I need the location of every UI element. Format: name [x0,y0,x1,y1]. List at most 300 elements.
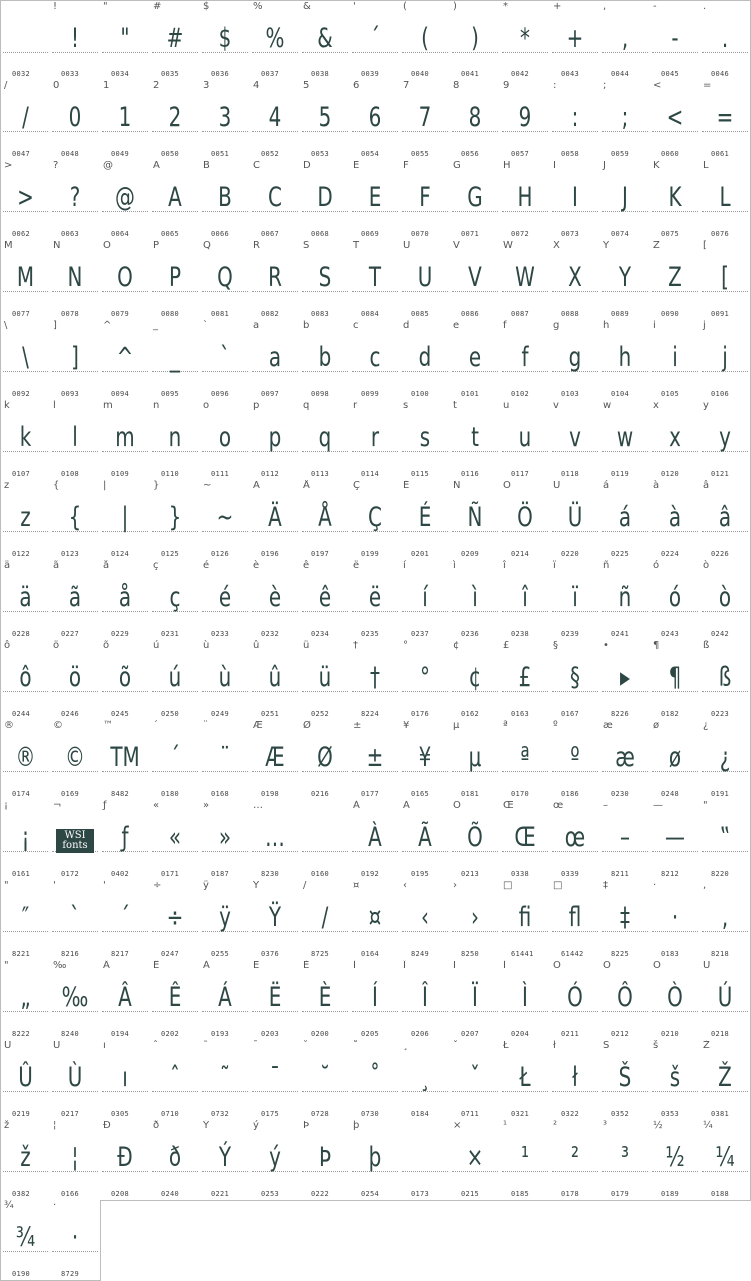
char-code: 0402 [111,870,130,878]
glyph-cell [400,1040,451,1121]
char-code: 0176 [411,710,430,718]
glyph-cell [700,800,751,881]
glyph-cell [50,400,101,481]
char-code: 0240 [161,1190,180,1198]
glyph-preview-char: Í [353,960,356,971]
glyph-cell [550,0,601,81]
char-code: 0069 [361,230,380,238]
char-code: 0054 [361,150,380,158]
glyph-sample: ä [19,582,32,613]
glyph-cell [100,0,151,81]
char-code: 0059 [611,150,630,158]
glyph-preview-char: Ñ [453,480,461,491]
glyph-sample: K [668,182,682,213]
glyph-sample: Ø [317,742,333,773]
glyph-preview-char: L [703,160,709,171]
glyph-preview-char: ] [53,320,57,331]
glyph-sample: ¾ [15,1222,36,1253]
glyph-cell [400,560,451,641]
char-code: 0179 [611,1190,630,1198]
char-code: 0119 [611,470,630,478]
glyph-sample: x [669,422,681,453]
glyph-sample: ¡ [21,822,30,853]
char-code: 0255 [211,950,230,958]
glyph-cell [300,0,351,81]
glyph-cell [350,880,401,961]
char-code: 0104 [611,390,630,398]
glyph-cell [350,160,401,241]
char-code: 0233 [211,630,230,638]
glyph-sample: F [419,182,431,213]
char-code: 0169 [61,790,80,798]
glyph-sample: ^ [116,342,134,373]
glyph-preview-char: ™ [103,720,113,731]
glyph-sample: ß [718,662,732,693]
glyph-sample: ó [668,582,682,613]
glyph-cell [650,560,701,641]
glyph-preview-char: º [553,720,558,731]
glyph-cell [500,400,551,481]
glyph-cell [400,640,451,721]
char-code: 0236 [461,630,480,638]
glyph-preview-char: 9 [503,80,510,91]
glyph-preview-char: ù [203,640,210,651]
char-code: 0110 [161,470,180,478]
glyph-cell [450,80,501,161]
char-code: 0039 [361,70,380,78]
glyph-cell [550,480,601,561]
char-code: 0206 [411,1030,430,1038]
glyph-preview-char: I [553,160,556,171]
glyph-cell [500,1120,551,1201]
glyph-preview-char: $ [203,1,210,12]
glyph-preview-char: C [253,160,260,171]
glyph-preview-char: Ù [53,1040,61,1051]
glyph-cell [650,640,701,721]
glyph-preview-char: 4 [253,80,260,91]
glyph-sample [305,814,346,862]
glyph-cell [150,160,201,241]
glyph-preview-char: Ã [403,800,410,811]
glyph-sample: — [665,822,685,853]
glyph-preview-char: ¶ [653,640,660,651]
glyph-cell [650,1040,701,1121]
glyph-preview-char: [ [703,240,707,251]
char-code: 0065 [161,230,180,238]
glyph-sample: ù [218,662,232,693]
char-code: 0195 [411,870,430,878]
glyph-sample: 0 [68,102,82,133]
glyph-cell [450,1040,501,1121]
glyph-cell [0,480,51,561]
glyph-preview-char: ñ [603,560,610,571]
glyph-sample: ` [70,902,80,933]
glyph-preview-char: r [353,400,358,411]
glyph-cell [400,160,451,241]
char-code: 0117 [511,470,530,478]
glyph-sample: ˘ [320,1062,330,1093]
char-code: 0190 [12,1270,31,1278]
char-code: 0108 [61,470,80,478]
glyph-sample: À [368,822,382,853]
glyph-preview-char: | [103,480,107,491]
glyph-sample: { [68,502,82,533]
char-code: 0066 [211,230,230,238]
glyph-preview-char: v [553,400,559,411]
glyph-preview-char: D [303,160,311,171]
glyph-sample: b [318,342,332,373]
char-code: 0096 [211,390,230,398]
glyph-sample: ƒ [121,822,129,853]
glyph-sample: ¶ [668,662,682,693]
char-code: 0114 [361,470,380,478]
glyph-sample: æ [615,742,635,773]
glyph-sample: ¥ [418,742,432,773]
glyph-sample: t [471,422,479,453]
glyph-cell [400,960,451,1041]
char-code: 8225 [611,950,630,958]
char-code: 61442 [561,950,584,958]
glyph-cell [50,160,101,241]
glyph-cell [600,160,651,241]
glyph-preview-char: ƒ [103,800,107,811]
glyph-preview-char: á [603,480,610,491]
char-code: 8211 [611,870,630,878]
glyph-cell [50,1200,101,1281]
char-code: 0177 [361,790,380,798]
glyph-preview-char: e [453,320,460,331]
glyph-preview-char: ˇ [453,1040,458,1051]
glyph-preview-char: y [703,400,709,411]
glyph-preview-char: u [503,400,510,411]
glyph-cell [400,880,451,961]
glyph-sample: u [518,422,532,453]
glyph-cell [400,0,451,81]
glyph-cell [450,880,501,961]
glyph-preview-char: + [553,1,562,12]
char-code: 0053 [311,150,330,158]
char-code: 0074 [611,230,630,238]
glyph-sample: 4 [268,102,282,133]
glyph-preview-char: ô [4,640,11,651]
glyph-sample: ë [368,582,382,613]
char-code: 0193 [211,1030,230,1038]
glyph-cell [100,800,151,881]
glyph-preview-char: ( [403,1,407,12]
glyph-cell [500,800,551,881]
glyph-cell [100,240,151,321]
glyph-sample: ¢ [468,662,482,693]
glyph-cell [500,480,551,561]
char-code: 0214 [511,550,530,558]
char-code: 0041 [461,70,480,78]
glyph-sample: · [671,902,679,933]
glyph-cell [400,320,451,401]
char-code: 0061 [711,150,730,158]
glyph-preview-char: ˚ [353,1040,358,1051]
glyph-cell [50,640,101,721]
glyph-sample: … [265,822,285,853]
glyph-sample: y [719,422,731,453]
glyph-cell [650,960,701,1041]
glyph-sample: Ë [268,982,282,1013]
char-code: 0248 [661,790,680,798]
char-code: 0244 [12,710,31,718]
char-code: 0064 [111,230,130,238]
glyph-preview-char: â [703,480,710,491]
glyph-cell [250,1120,301,1201]
char-code: 0067 [261,230,280,238]
glyph-preview-char: } [153,480,160,491]
glyph-sample: 5 [318,102,332,133]
glyph-cell [350,0,401,81]
glyph-preview-char: { [53,480,60,491]
glyph-preview-char: • [603,640,609,651]
char-code: 0728 [311,1110,330,1118]
glyph-preview-char: ¸ [403,1040,408,1051]
glyph-preview-char: ï [553,560,556,571]
glyph-preview-char: ö [53,640,60,651]
glyph-preview-char: z [4,480,10,491]
glyph-cell [0,0,51,81]
glyph-preview-char: ° [403,640,408,651]
glyph-cell [700,240,751,321]
char-code: 0095 [161,390,180,398]
glyph-sample: ö [68,662,82,693]
glyph-preview-char: ¿ [703,720,709,731]
char-code: 0125 [161,550,180,558]
glyph-sample: º [570,742,580,773]
glyph-preview-char: ! [53,1,58,12]
glyph-cell [500,1040,551,1121]
glyph-preview-char: ¹ [503,1120,508,1131]
glyph-cell [0,800,51,881]
glyph-sample: § [570,662,580,693]
glyph-preview-char: ³ [603,1120,608,1131]
glyph-preview-char: . [703,1,707,12]
glyph-cell [400,80,451,161]
glyph-sample: z [20,502,31,533]
char-code: 0321 [511,1110,530,1118]
glyph-cell [550,1120,601,1201]
glyph-preview-char: / [4,80,8,91]
glyph-cell [600,240,651,321]
glyph-cell [450,240,501,321]
glyph-sample: Æ [265,742,285,773]
char-code: 0245 [111,710,130,718]
glyph-preview-char: £ [503,640,510,651]
char-code: 0035 [161,70,180,78]
char-code: 0210 [661,1030,680,1038]
glyph-cell [400,400,451,481]
glyph-cell [550,320,601,401]
glyph-cell [0,720,51,801]
char-code: 0208 [111,1190,130,1198]
glyph-preview-char: 6 [353,80,360,91]
glyph-preview-char: % [253,1,263,12]
glyph-cell [650,880,701,961]
char-code: 0250 [161,710,180,718]
glyph-preview-char: Ÿ [253,880,260,891]
glyph-sample: ] [71,342,79,373]
glyph-sample: $ [218,23,232,54]
char-code: 0051 [211,150,230,158]
char-code: 0187 [211,870,230,878]
glyph-sample: I [572,182,578,213]
glyph-sample: } [168,502,182,533]
glyph-preview-char: Ç [353,480,360,491]
glyph-preview-char: Ì [503,960,506,971]
char-code: 0050 [161,150,180,158]
glyph-sample: 1 [118,102,132,133]
glyph-sample: ú [168,662,182,693]
glyph-preview-char: - [653,1,657,12]
char-code: 0224 [661,550,680,558]
glyph-cell [450,560,501,641]
glyph-preview-char: œ [553,800,564,811]
glyph-cell [700,480,751,561]
glyph-sample: B [218,182,232,213]
glyph-cell [600,80,651,161]
glyph-cell [250,880,301,961]
glyph-preview-char: s [403,400,409,411]
glyph-preview-char: · [653,880,657,891]
char-code: 0249 [211,710,230,718]
glyph-preview-char: ' [53,880,56,891]
glyph-sample: ® [15,742,36,773]
char-code: 0079 [111,310,130,318]
glyph-cell [300,800,351,881]
glyph-sample: P [168,262,182,293]
glyph-sample: ¹ [521,1142,529,1173]
char-code: 0183 [661,950,680,958]
glyph-sample: . [721,23,729,54]
wsi-fonts-logo [56,829,94,853]
char-code: 0165 [411,790,430,798]
glyph-cell [350,720,401,801]
glyph-cell [300,720,351,801]
glyph-preview-char: » [203,800,210,811]
glyph-preview-char: ž [4,1120,10,1131]
glyph-cell [600,320,651,401]
glyph-preview-char: ± [353,720,362,731]
glyph-cell [0,400,51,481]
char-code: 0063 [61,230,80,238]
glyph-preview-char: Þ [303,1120,310,1131]
char-code: 0111 [211,470,230,478]
glyph-cell [450,320,501,401]
glyph-preview-char: m [103,400,113,411]
char-code: 0105 [661,390,680,398]
char-code: 0246 [61,710,80,718]
glyph-sample: Ù [67,1062,83,1093]
char-code: 0038 [311,70,330,78]
glyph-cell [350,1120,401,1201]
char-code: 0253 [261,1190,280,1198]
glyph-cell [700,160,751,241]
glyph-sample: î [522,582,528,613]
glyph-preview-char: ã [53,560,60,571]
char-code: 0229 [111,630,130,638]
glyph-sample: Â [118,982,132,1013]
char-code: 0185 [511,1190,530,1198]
glyph-sample: ¸ [420,1062,430,1093]
glyph-sample: ± [366,742,384,773]
glyph-sample: é [218,582,232,613]
char-code: 0234 [311,630,330,638]
char-code: 0121 [711,470,730,478]
glyph-preview-char: ó [653,560,660,571]
glyph-preview-char: ú [153,640,160,651]
char-code: 0213 [461,870,480,878]
glyph-cell [300,960,351,1041]
char-code: 0305 [111,1110,130,1118]
glyph-sample: Ó [567,982,583,1013]
char-code: 0220 [561,550,580,558]
glyph-sample: X [568,262,582,293]
glyph-cell [600,720,651,801]
glyph-sample: > [17,182,34,213]
glyph-cell [700,0,751,81]
char-code: 0082 [261,310,280,318]
glyph-preview-char: Ú [703,960,711,971]
glyph-cell [200,480,251,561]
char-code: 0171 [161,870,180,878]
glyph-cell [150,880,201,961]
char-code: 0232 [261,630,280,638]
glyph-cell [600,1120,651,1201]
glyph-preview-char: ˜ [203,1040,208,1051]
glyph-cell [50,320,101,401]
glyph-preview-char: 7 [403,80,410,91]
char-code: 0056 [461,150,480,158]
glyph-cell [200,0,251,81]
glyph-preview-char: É [403,480,410,491]
glyph-preview-char: Å [303,480,310,491]
char-code: 0077 [12,310,31,318]
glyph-preview-char: ` [203,320,208,331]
glyph-preview-char: X [553,240,560,251]
glyph-sample: q [318,422,332,453]
glyph-preview-char: n [153,400,160,411]
glyph-preview-char: Ê [153,960,160,971]
glyph-preview-char: ø [653,720,660,731]
char-code: 0164 [361,950,380,958]
glyph-sample: h [618,342,632,373]
glyph-preview-char: î [503,560,506,571]
char-code: 0055 [411,150,430,158]
glyph-cell [600,560,651,641]
char-code: 0042 [511,70,530,78]
glyph-preview-char: = [703,80,712,91]
glyph-preview-char: G [453,160,461,171]
char-code: 0180 [161,790,180,798]
glyph-preview-char: H [503,160,511,171]
glyph-cell [550,560,601,641]
glyph-preview-char: ~ [203,480,212,491]
glyph-preview-char: Ë [253,960,260,971]
glyph-cell [350,320,401,401]
glyph-cell [150,560,201,641]
char-code: 0075 [661,230,680,238]
glyph-preview-char: Æ [253,720,263,731]
glyph-preview-char: " [703,800,708,811]
glyph-sample: TM [110,742,140,773]
glyph-cell [600,0,651,81]
glyph-preview-char: ; [603,80,607,91]
glyph-sample: É [418,502,432,533]
glyph-cell [300,480,351,561]
